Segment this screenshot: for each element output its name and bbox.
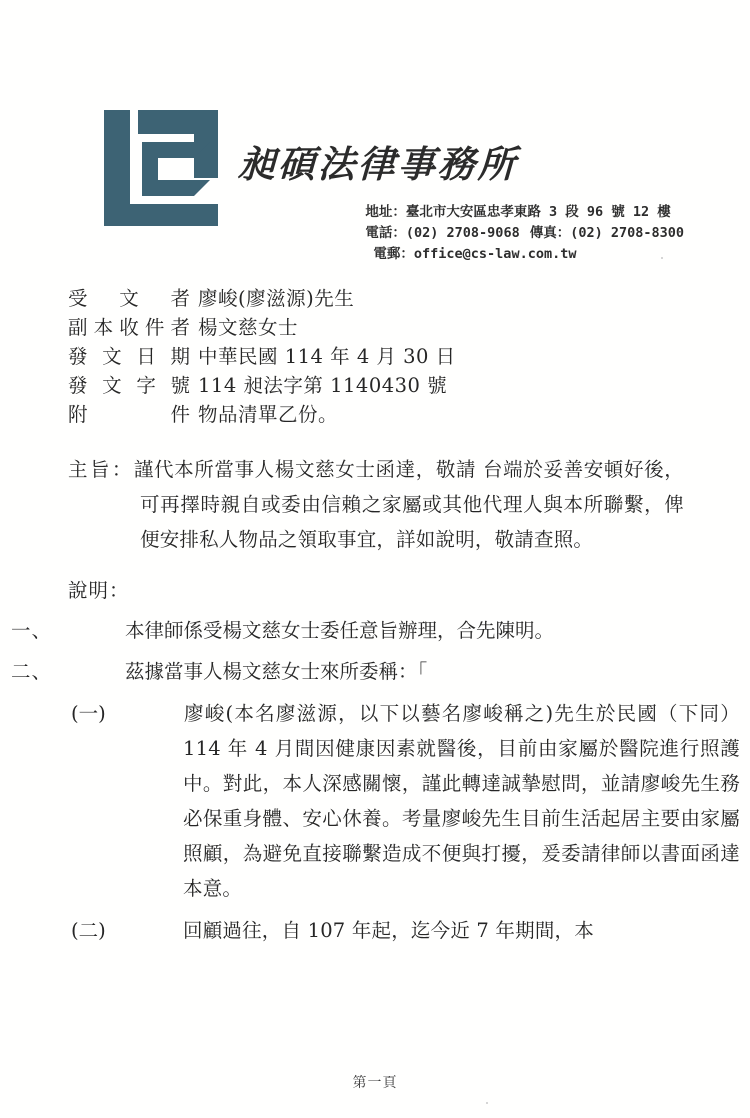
phone-label: 電話 bbox=[365, 225, 393, 241]
contact-phone-line: 電話：(02) 2708-9068 傳真：(02) 2708-8300 bbox=[365, 225, 684, 241]
field-row-cc-recipient bbox=[68, 313, 684, 342]
explanation-subitem-1 bbox=[71, 696, 740, 906]
field-label: 附件 bbox=[68, 403, 190, 426]
letter-body bbox=[11, 284, 740, 948]
subitem-marker: (二) bbox=[71, 919, 106, 942]
firm-name: 昶碩法律事務所 bbox=[237, 142, 519, 186]
field-label: 副本收件者 bbox=[68, 316, 190, 339]
fax-value: (02) 2708-8300 bbox=[570, 225, 684, 241]
item-text: 本律師係受楊文慈女士委任意旨辦理，合先陳明。 bbox=[125, 619, 555, 642]
contact-block bbox=[365, 202, 684, 265]
contact-email-line: 電郵：office@cs-law.com.tw bbox=[373, 246, 577, 262]
scan-speck bbox=[486, 1102, 488, 1104]
item-marker: 二、 bbox=[11, 660, 53, 683]
field-row-document-number bbox=[68, 371, 684, 400]
field-label: 發文日期 bbox=[68, 345, 190, 368]
subitem-marker: (一) bbox=[71, 702, 106, 725]
field-row-attachment bbox=[68, 400, 684, 429]
subitem-text: 廖峻(本名廖滋源，以下以藝名廖峻稱之)先生於民國（下同）114 年 4 月間因健康因素就醫後，目前由家屬於醫院進行照護中。對此，本人深感關懷，謹此轉達誠摯慰問，並請廖峻先生務必保重身體、安心休養。考量廖峻先生目前生活起居主要由家屬照顧，為避免直接聯繫造成不便與打擾，爰委請律師以書面函達本意。 bbox=[183, 702, 740, 900]
field-value: 楊文慈女士 bbox=[198, 316, 299, 339]
field-label: 發文字號 bbox=[68, 374, 190, 397]
fax-label: 傳真 bbox=[529, 225, 557, 241]
field-value: 中華民國 114 年 4 月 30 日 bbox=[198, 345, 456, 368]
field-row-recipient bbox=[68, 284, 684, 313]
field-value: 114 昶法字第 1140430 號 bbox=[198, 374, 448, 397]
address-value: 臺北市大安區忠孝東路 3 段 96 號 12 樓 bbox=[405, 204, 671, 220]
item-marker: 一、 bbox=[11, 619, 53, 642]
address-label: 地址 bbox=[365, 204, 393, 220]
explanation-heading: 說明： bbox=[68, 579, 130, 602]
field-value: 廖峻(廖滋源)先生 bbox=[198, 287, 355, 310]
subitem-text: 回顧過往，自 107 年起，迄今近 7 年期間，本 bbox=[183, 919, 594, 942]
contact-address-line: 地址：臺北市大安區忠孝東路 3 段 96 號 12 樓 bbox=[365, 204, 671, 220]
email-value: office@cs-law.com.tw bbox=[413, 246, 577, 262]
subject-paragraph bbox=[68, 452, 684, 557]
phone-value: (02) 2708-9068 bbox=[405, 225, 520, 241]
field-value: 物品清單乙份。 bbox=[198, 403, 339, 426]
law-firm-logo bbox=[98, 104, 224, 230]
item-text: 茲據當事人楊文慈女士來所委稱：「 bbox=[125, 660, 428, 683]
field-label: 受文者 bbox=[68, 287, 190, 310]
subject-text: 謹代本所當事人楊文慈女士函達，敬請 台端於妥善安頓好後，可再擇時親自或委由信賴之家屬或其他代理人與本所聯繫，俾便安排私人物品之領取事宜，詳如說明，敬請查照。 bbox=[133, 458, 684, 551]
explanation-item-2 bbox=[11, 654, 684, 689]
email-label: 電郵 bbox=[373, 246, 401, 262]
letterhead bbox=[0, 96, 750, 276]
scan-speck bbox=[661, 257, 663, 259]
field-row-issue-date bbox=[68, 342, 684, 371]
subject-label: 主旨： bbox=[68, 458, 134, 481]
explanation-item-1 bbox=[11, 613, 684, 648]
page-footer: 第一頁 bbox=[352, 1075, 398, 1091]
explanation-subitem-2 bbox=[71, 913, 740, 948]
